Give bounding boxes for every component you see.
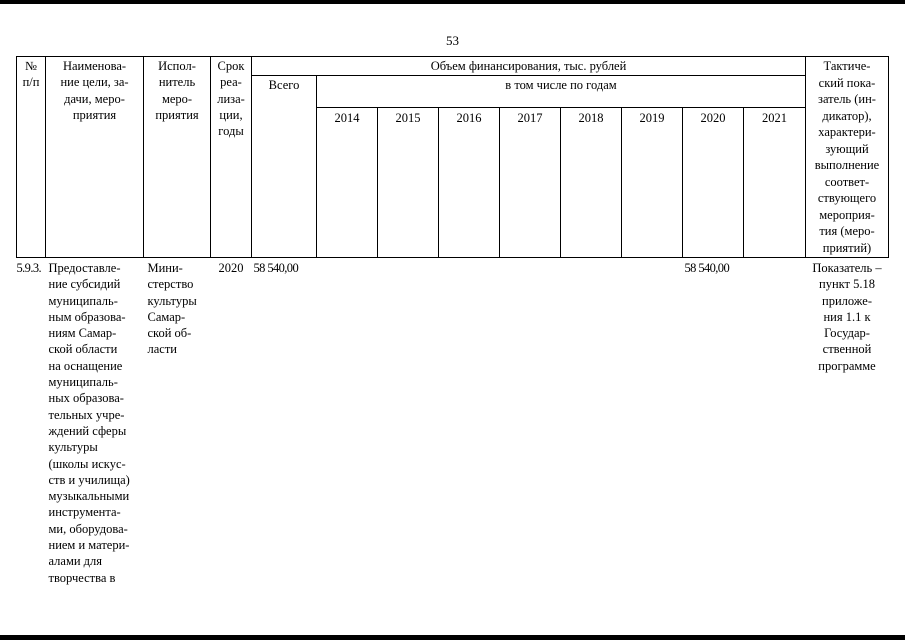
row-2015 — [378, 258, 439, 588]
header-year-2016: 2016 — [439, 108, 500, 258]
header-term: Срок реа- лиза- ции, годы — [211, 57, 252, 258]
row-2014 — [317, 258, 378, 588]
header-num: № п/п — [17, 57, 46, 258]
table-row — [17, 258, 889, 588]
header-name: Наименова- ние цели, за- дачи, меро- приятия — [46, 57, 144, 258]
top-border-bar — [0, 0, 905, 4]
page-number: 53 — [446, 33, 459, 48]
header-year-2019: 2019 — [622, 108, 683, 258]
row-2019 — [622, 258, 683, 588]
header-by-years: в том числе по годам — [317, 76, 806, 108]
header-year-2017: 2017 — [500, 108, 561, 258]
row-total: 58 540,00 — [253, 261, 299, 275]
row-2018 — [561, 258, 622, 588]
row-2021 — [744, 258, 806, 588]
header-total: Всего — [252, 76, 317, 258]
row-term: 2020 — [218, 261, 244, 275]
row-num: 5.9.3. — [16, 261, 42, 275]
row-2017 — [500, 258, 561, 588]
row-executor: Мини- стерство культуры Самар- ской об- ласти — [147, 261, 197, 357]
bottom-border-bar — [0, 635, 905, 640]
row-2016 — [439, 258, 500, 588]
financing-table — [16, 56, 889, 588]
header-year-2014: 2014 — [317, 108, 378, 258]
row-indicator: Показатель – пункт 5.18 приложе- ния 1.1 к Государ- ственной программе — [812, 261, 882, 373]
row-name: Предоставле- ние субсидий муниципаль- ным образова- ниям Самар- ской области на оснащение муниципаль- ных образова- тельных учре- ждений сферы культуры (школы искус- ств и училища) музыкальными инструмента- ми, оборудова- нием и матери- алами для творчества в — [48, 261, 130, 585]
header-executor: Испол- нитель меро- приятия — [144, 57, 211, 258]
row-2020: 58 540,00 — [684, 261, 730, 275]
header-funding: Объем финансирования, тыс. рублей — [252, 57, 806, 76]
header-year-2015: 2015 — [378, 108, 439, 258]
header-year-2018: 2018 — [561, 108, 622, 258]
header-year-2020: 2020 — [683, 108, 744, 258]
header-year-2021: 2021 — [744, 108, 806, 258]
header-indicator: Тактиче- ский пока- затель (ин- дикатор), характери- зующий выполнение соответ- ствующего мероприя- тия (меро- приятий) — [806, 57, 889, 258]
